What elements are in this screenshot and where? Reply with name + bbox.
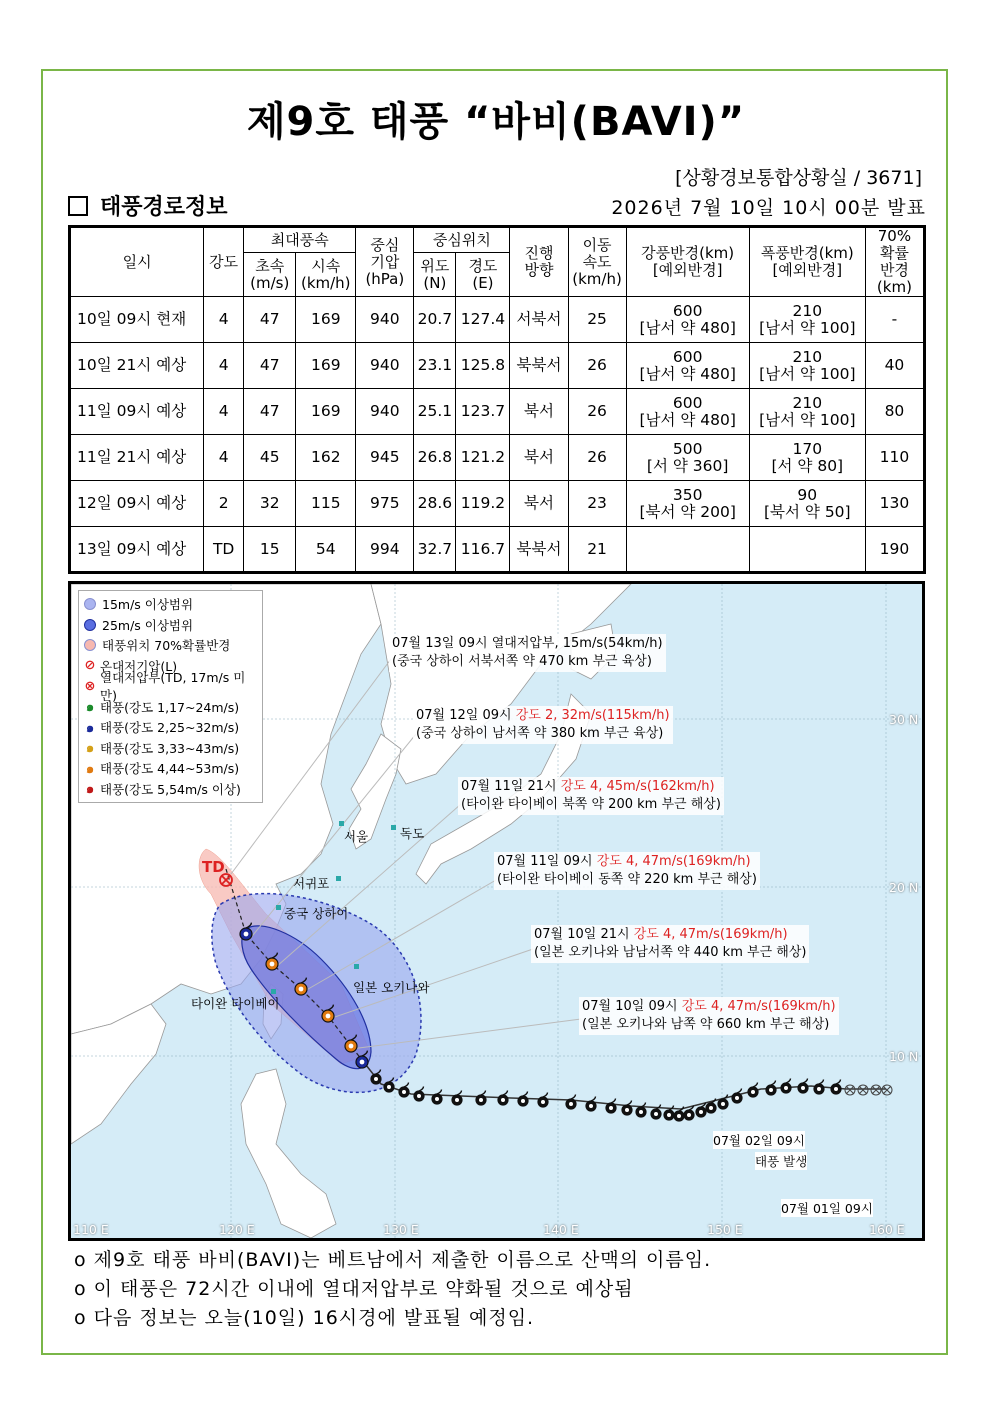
dokdo-marker [391,825,396,830]
cell-intensity: 2 [204,481,244,527]
cell-storm: 210 [792,347,823,366]
typhoon-black-icon [732,1089,742,1104]
cell-gale-radius [626,527,749,573]
legend-item [84,717,257,738]
header-ms: 초속 (m/s) [244,253,296,297]
note-2: o 이 태풍은 72시간 이내에 열대저압부로 약화될 것으로 예상됨 [74,1278,634,1300]
track-annotation [413,706,673,744]
cell-lat: 23.1 [414,343,456,389]
circle-blue-icon [84,619,96,631]
typhoon-black-icon [538,1093,548,1108]
cell-gale: 600 [672,347,703,366]
cell-ms: 47 [244,297,296,343]
cell-gale_ex: [북서 약 200] [639,502,736,521]
issue-time: 2026년 7월 10일 10시 00분 발표 [611,197,926,219]
annotation-line-2: (타이완 타이베이 동쪽 약 220 km 부근 해상) [497,872,757,887]
header-storm-radius: 폭풍반경(km) [예외반경] [749,227,865,297]
annotation-line-2: (일본 오키나와 남쪽 약 660 km 부근 해상) [582,1017,830,1032]
seoul-marker [339,821,344,826]
track-annotation [458,777,724,815]
annotation-intensity: 강도 4, 47m/s(169km/h) [681,999,836,1014]
header-center: 중심위치 [414,227,510,253]
cell-pressure: 940 [356,389,414,435]
cell-gale_ex: [서 약 360] [646,456,729,475]
typhoon-info-table [68,225,926,574]
cell-dir: 북북서 [510,527,568,573]
cell-gale_ex: [남서 약 480] [639,318,736,337]
cell-gale_ex: [남서 약 480] [639,410,736,429]
cell-gale: 600 [672,393,703,412]
longitude-label: 140 E [543,1222,579,1237]
typhoon-black-icon [498,1091,508,1106]
cell-lat: 25.1 [414,389,456,435]
table-row [70,343,925,389]
cell-prob: - [865,297,924,343]
cell-lon: 127.4 [456,297,510,343]
track-annotation [494,852,760,890]
cell-datetime: 11일 09시 예상 [70,389,204,435]
label-genesis-time: 07월 02일 09시 [713,1133,805,1148]
seogwipo-marker [336,876,341,881]
table-row [70,389,925,435]
section-title: 태풍경로정보 [100,195,228,220]
cell-gale: 500 [672,439,703,458]
label-taipei: 타이완 타이베이 [191,996,280,1011]
track-annotation [579,997,839,1035]
cell-storm-radius [749,297,865,343]
cell-dir: 북서 [510,435,568,481]
legend-label: 온대저기압(L) [100,658,178,674]
cell-dir: 북서 [510,481,568,527]
annotation-line-1 [582,998,836,1016]
cell-dir: 북서 [510,389,568,435]
label-okinawa: 일본 오키나와 [353,980,430,995]
cell-pressure: 994 [356,527,414,573]
annotation-intensity: 강도 2, 32m/s(115km/h) [515,708,670,723]
cell-dir: 서북서 [510,297,568,343]
cell-speed: 25 [568,297,626,343]
extratropical-icon: ⊘ [84,658,96,674]
cell-lon: 123.7 [456,389,510,435]
typhoon-black-icon [781,1079,791,1094]
longitude-label: 130 E [383,1222,419,1237]
annotation-time: 07월 10일 09시 [582,999,682,1014]
cell-speed: 21 [568,527,626,573]
circle-pink-icon [84,639,96,651]
cell-datetime: 10일 09시 현재 [70,297,204,343]
annotation-intensity: 강도 4, 45m/s(162km/h) [560,779,715,794]
typhoon-black-icon [606,1099,616,1114]
annotation-intensity: 강도 4, 47m/s(169km/h) [596,854,751,869]
label-td: TD [202,858,225,876]
typhoon-black-icon [636,1103,646,1118]
table-row [70,435,925,481]
legend-label: 태풍(강도 5,54m/s 이상) [100,781,241,797]
map-legend [78,590,263,803]
cell-ms: 45 [244,435,296,481]
annotation-line-1 [497,853,757,871]
cell-intensity: 4 [204,343,244,389]
cell-gale-radius [626,389,749,435]
legend-label: 태풍(강도 4,44~53m/s) [100,761,240,777]
cell-storm: 210 [792,301,823,320]
legend-label: 열대저압부(TD, 17m/s 미만) [100,670,246,704]
cell-gale-radius [626,481,749,527]
circle-light-blue-icon [84,598,96,610]
typhoon-track-map [68,581,925,1241]
cell-dir: 북북서 [510,343,568,389]
typhoon-black-icon [766,1081,776,1096]
typhoon-black-icon [566,1095,576,1110]
annotation-line-1 [416,707,670,725]
legend-label: 15m/s 이상범위 [102,597,194,613]
typhoon-black-icon [814,1080,824,1095]
annotation-line-2: (타이완 타이베이 북쪽 약 200 km 부근 해상) [461,797,721,812]
annotation-time: 07월 11일 21시 [461,779,561,794]
typhoon-black-icon [706,1099,716,1114]
longitude-label: 120 E [219,1222,255,1237]
table-row [70,527,925,573]
cell-storm_ex: [서 약 80] [771,456,844,475]
typhoon-black-icon [476,1091,486,1106]
typhoon-navy-icon: ๑ [85,720,95,736]
cell-pressure: 940 [356,297,414,343]
latitude-label: 30 N [889,712,919,727]
cell-pressure: 975 [356,481,414,527]
header-lat: 위도 (N) [414,253,456,297]
header-gale-radius: 강풍반경(km) [예외반경] [626,227,749,297]
label-seogwipo: 서귀포 [293,876,330,891]
typhoon-black-icon [518,1092,528,1107]
cell-storm-radius [749,343,865,389]
header-probability: 70% 확률 반경 (km) [865,227,924,297]
legend-item [84,697,257,718]
cell-storm-radius [749,389,865,435]
td-cross-icon: ⊗ [84,678,96,694]
cell-lat: 26.8 [414,435,456,481]
annotation-line-2: (중국 상하이 남서쪽 약 380 km 부근 육상) [416,726,664,741]
cell-lon: 116.7 [456,527,510,573]
cell-datetime: 12일 09시 예상 [70,481,204,527]
cell-prob: 130 [865,481,924,527]
typhoon-black-icon [622,1101,632,1116]
label-genesis: 태풍 발생 [755,1154,808,1169]
cell-storm_ex: [북서 약 50] [764,502,851,521]
notes [74,1246,711,1333]
cell-gale: 600 [672,301,703,320]
legend-item [84,670,257,704]
cell-kmh: 162 [296,435,356,481]
annotation-time: 07월 11일 09시 [497,854,597,869]
header-speed: 이동 속도 (km/h) [568,227,626,297]
latitude-label: 20 N [889,880,919,895]
track-annotation [531,925,809,963]
annotation-line-1 [392,635,663,653]
typhoon-black-icon [432,1090,442,1105]
typhoon-black-icon [831,1080,841,1095]
cell-intensity: 4 [204,297,244,343]
source-office: [상황경보통합상황실 / 3671] [675,167,922,189]
cell-storm-radius [749,481,865,527]
cell-lon: 119.2 [456,481,510,527]
cell-prob: 80 [865,389,924,435]
cell-speed: 26 [568,343,626,389]
label-shanghai: 중국 상하이 [284,906,349,921]
cell-datetime: 13일 09시 예상 [70,527,204,573]
typhoon-black-icon [718,1095,728,1110]
header-kmh: 시속 (km/h) [296,253,356,297]
shanghai-marker [276,905,281,910]
label-dokdo: 독도 [400,826,425,841]
annotation-line-2: (일본 오키나와 남남서쪽 약 440 km 부근 해상) [534,945,807,960]
land-russia [371,584,631,784]
typhoon-black-icon [798,1079,808,1094]
cell-pressure: 940 [356,343,414,389]
latitude-label: 10 N [889,1049,919,1064]
header-intensity: 강도 [204,227,244,297]
okinawa-marker [354,964,359,969]
cell-speed: 26 [568,435,626,481]
cell-storm: 170 [792,439,823,458]
header-max-wind: 최대풍속 [244,227,356,253]
typhoon-black-icon [586,1097,596,1112]
legend-label: 태풍(강도 1,17~24m/s) [100,699,240,715]
cell-gale-radius [626,435,749,481]
annotation-intensity: 강도 4, 47m/s(169km/h) [633,927,788,942]
cell-gale_ex: [남서 약 480] [639,364,736,383]
typhoon-black-icon [452,1091,462,1106]
legend-item [84,738,257,759]
legend-item [84,635,257,656]
table-row [70,481,925,527]
cell-prob: 40 [865,343,924,389]
note-1: o 제9호 태풍 바비(BAVI)는 베트남에서 제출한 이름으로 산맥의 이름임. [74,1249,712,1271]
checkbox-icon [68,196,88,216]
cell-intensity: 4 [204,389,244,435]
typhoon-black-icon [399,1083,409,1098]
cell-intensity: 4 [204,435,244,481]
longitude-label: 110 E [73,1222,109,1237]
cell-gale-radius [626,297,749,343]
cell-kmh: 115 [296,481,356,527]
longitude-label: 160 E [869,1222,905,1237]
legend-label: 태풍위치 70%확률반경 [102,638,231,654]
annotation-time: 07월 12일 09시 [416,708,516,723]
legend-item [84,615,257,636]
annotation-time: 07월 13일 09시 열대저압부, 15m/s(54km/h) [392,636,663,651]
cell-kmh: 169 [296,389,356,435]
table-row [70,297,925,343]
label-start-time: 07월 01일 09시 [781,1201,873,1216]
header-datetime: 일시 [70,227,204,297]
header-direction: 진행 방향 [510,227,568,297]
cell-lat: 28.6 [414,481,456,527]
annotation-time: 07월 10일 21시 [534,927,634,942]
cell-speed: 23 [568,481,626,527]
typhoon-green-icon: ๑ [85,700,95,716]
cell-datetime: 11일 21시 예상 [70,435,204,481]
legend-label: 태풍(강도 3,33~43m/s) [100,740,240,756]
land-philippines [241,1069,336,1238]
cell-prob: 110 [865,435,924,481]
cell-pressure: 945 [356,435,414,481]
typhoon-black-icon [414,1087,424,1102]
track-annotation [389,634,666,672]
typhoon-yellow-icon: ๑ [85,741,95,757]
typhoon-orange-icon: ๑ [85,761,95,777]
cell-intensity: TD [204,527,244,573]
note-3: o 다음 정보는 오늘(10일) 16시경에 발표될 예정임. [74,1307,535,1329]
cell-datetime: 10일 21시 예상 [70,343,204,389]
cell-storm-radius [749,527,865,573]
longitude-label: 150 E [707,1222,743,1237]
annotation-line-1 [461,778,721,796]
cell-storm_ex: [남서 약 100] [759,364,856,383]
cell-storm: 210 [792,393,823,412]
legend-item [84,594,257,615]
cell-lon: 121.2 [456,435,510,481]
cell-ms: 47 [244,389,296,435]
page-title: 제9호 태풍 “바비(BAVI)” [246,99,746,145]
typhoon-red-icon: ๑ [85,782,95,798]
header-pressure: 중심 기압 (hPa) [356,227,414,297]
cell-gale: 350 [672,485,703,504]
cell-lat: 20.7 [414,297,456,343]
legend-label: 태풍(강도 2,25~32m/s) [100,720,240,736]
cell-speed: 26 [568,389,626,435]
cell-ms: 47 [244,343,296,389]
cell-lat: 32.7 [414,527,456,573]
cell-kmh: 169 [296,297,356,343]
annotation-line-2: (중국 상하이 서북서쪽 약 470 km 부근 육상) [392,654,652,669]
cell-storm_ex: [남서 약 100] [759,410,856,429]
legend-item [84,779,257,800]
legend-item [84,758,257,779]
cell-prob: 190 [865,527,924,573]
annotation-line-1 [534,926,806,944]
cell-ms: 32 [244,481,296,527]
cell-storm-radius [749,435,865,481]
legend-label: 25m/s 이상범위 [102,617,194,633]
header-lon: 경도 (E) [456,253,510,297]
genesis-markers [845,1085,892,1095]
cell-storm: 90 [797,485,818,504]
label-seoul: 서울 [344,829,369,844]
cell-ms: 15 [244,527,296,573]
section-heading [68,190,228,221]
cell-kmh: 169 [296,343,356,389]
typhoon-black-icon [748,1083,758,1098]
cell-kmh: 54 [296,527,356,573]
cell-gale-radius [626,343,749,389]
cell-storm_ex: [남서 약 100] [759,318,856,337]
cell-lon: 125.8 [456,343,510,389]
